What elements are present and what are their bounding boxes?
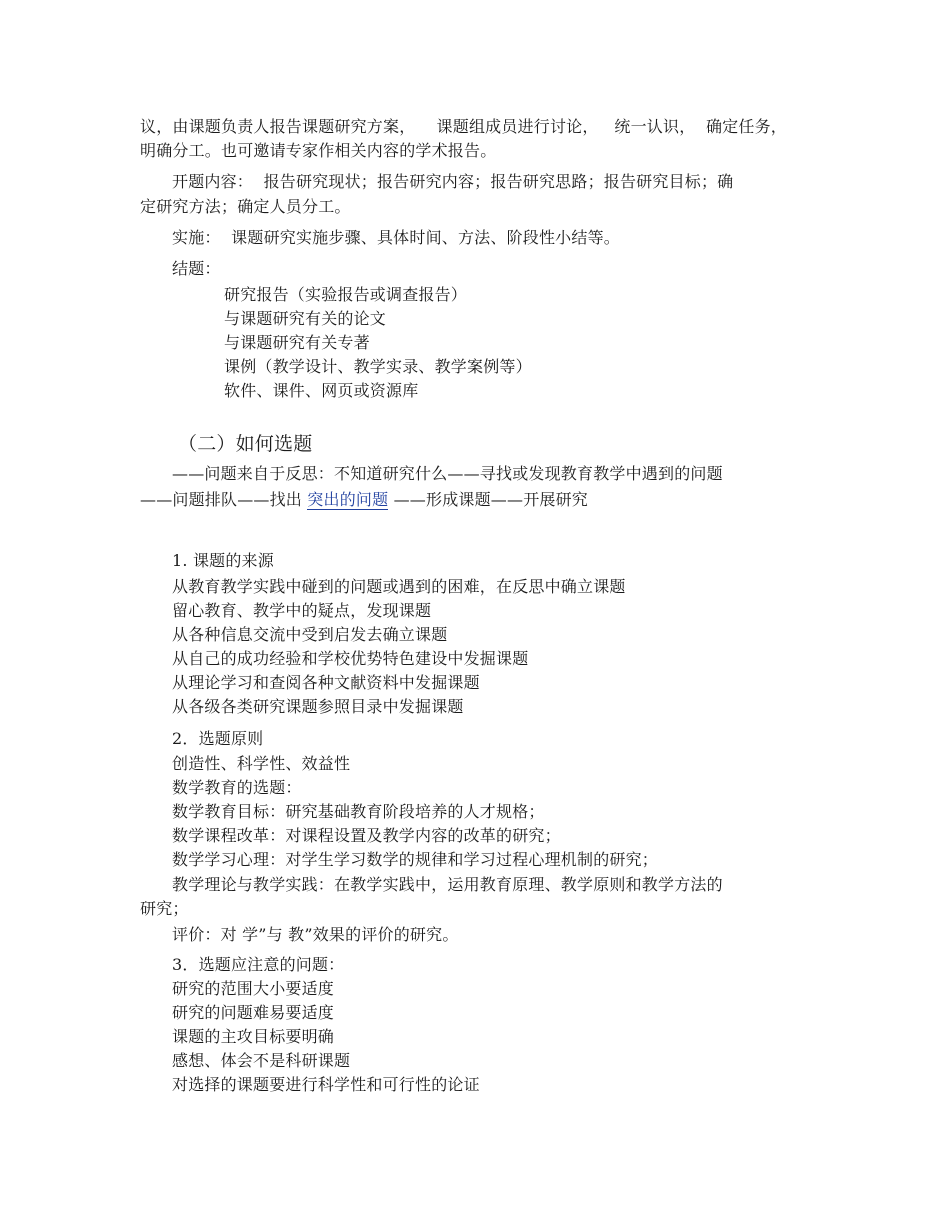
flow-text-b: ——形成课题——开展研究 — [388, 490, 588, 509]
principle-line: 数学教育目标：研究基础教育阶段培养的人才规格； — [172, 802, 545, 821]
flow-line-1: ——问题来自于反思：不知道研究什么——寻找或发现教育教学中遇到的问题 — [172, 464, 723, 483]
principle-line: 数学课程改革：对课程设置及教学内容的改革的研究； — [172, 826, 561, 845]
jieti-item: 课例（教学设计、教学实录、教学案例等） — [224, 357, 532, 376]
jieti-item: 软件、课件、网页或资源库 — [224, 381, 419, 400]
shishi-line: 实施： 课题研究实施步骤、具体时间、方法、阶段性小结等。 — [172, 228, 620, 247]
attention-item: 课题的主攻目标要明确 — [172, 1027, 335, 1046]
source-item: 从教育教学实践中碰到的问题或遇到的困难，在反思中确立课题 — [172, 577, 626, 596]
source-item: 从各种信息交流中受到启发去确立课题 — [172, 625, 448, 644]
flow-line-2 — [140, 490, 588, 510]
principle-line: 数学学习心理：对学生学习数学的规律和学习过程心理机制的研究； — [172, 850, 659, 869]
flow-text-a: ——问题排队——找出 — [140, 490, 308, 509]
principle-line: 教学理论与教学实践：在教学实践中，运用教育原理、教学原则和教学方法的 — [172, 875, 723, 894]
source-item: 从各级各类研究课题参照目录中发掘课题 — [172, 697, 464, 716]
jieti-item: 研究报告（实验报告或调查报告） — [224, 285, 468, 304]
principle-title: 2．选题原则 — [172, 729, 264, 748]
intro-line-2: 明确分工。也可邀请专家作相关内容的学术报告。 — [140, 141, 497, 160]
attention-item: 感想、体会不是科研课题 — [172, 1051, 351, 1070]
intro-line-1: 议，由课题负责人报告课题研究方案， 课题组成员进行讨论， 统一认识， 确定任务， — [140, 117, 787, 136]
principle-line: 数学教育的选题： — [172, 778, 302, 797]
principle-eval: 评价：对 学”与 教”效果的评价的研究。 — [172, 925, 459, 944]
section-heading: （二）如何选题 — [178, 433, 313, 455]
jieti-label: 结题： — [172, 259, 221, 278]
attention-item: 研究的范围大小要适度 — [172, 979, 335, 998]
source-item: 从理论学习和查阅各种文献资料中发掘课题 — [172, 673, 480, 692]
attention-item: 研究的问题难易要适度 — [172, 1003, 335, 1022]
source-title: 1. 课题的来源 — [172, 551, 274, 570]
kaiti-line-1: 开题内容： 报告研究现状；报告研究内容；报告研究思路；报告研究目标；确 — [172, 172, 734, 191]
kaiti-line-2: 定研究方法；确定人员分工。 — [140, 197, 351, 216]
attention-item: 对选择的课题要进行科学性和可行性的论证 — [172, 1075, 480, 1094]
jieti-item: 与课题研究有关专著 — [224, 333, 370, 352]
prominent-issue-link[interactable]: 突出的问题 — [307, 490, 389, 509]
principle-line: 创造性、科学性、效益性 — [172, 754, 351, 773]
jieti-item: 与课题研究有关的论文 — [224, 309, 387, 328]
attention-title: 3．选题应注意的问题： — [172, 955, 345, 974]
source-item: 从自己的成功经验和学校优势特色建设中发掘课题 — [172, 649, 529, 668]
principle-cont: 研究； — [140, 899, 189, 918]
source-item: 留心教育、教学中的疑点，发现课题 — [172, 601, 432, 620]
